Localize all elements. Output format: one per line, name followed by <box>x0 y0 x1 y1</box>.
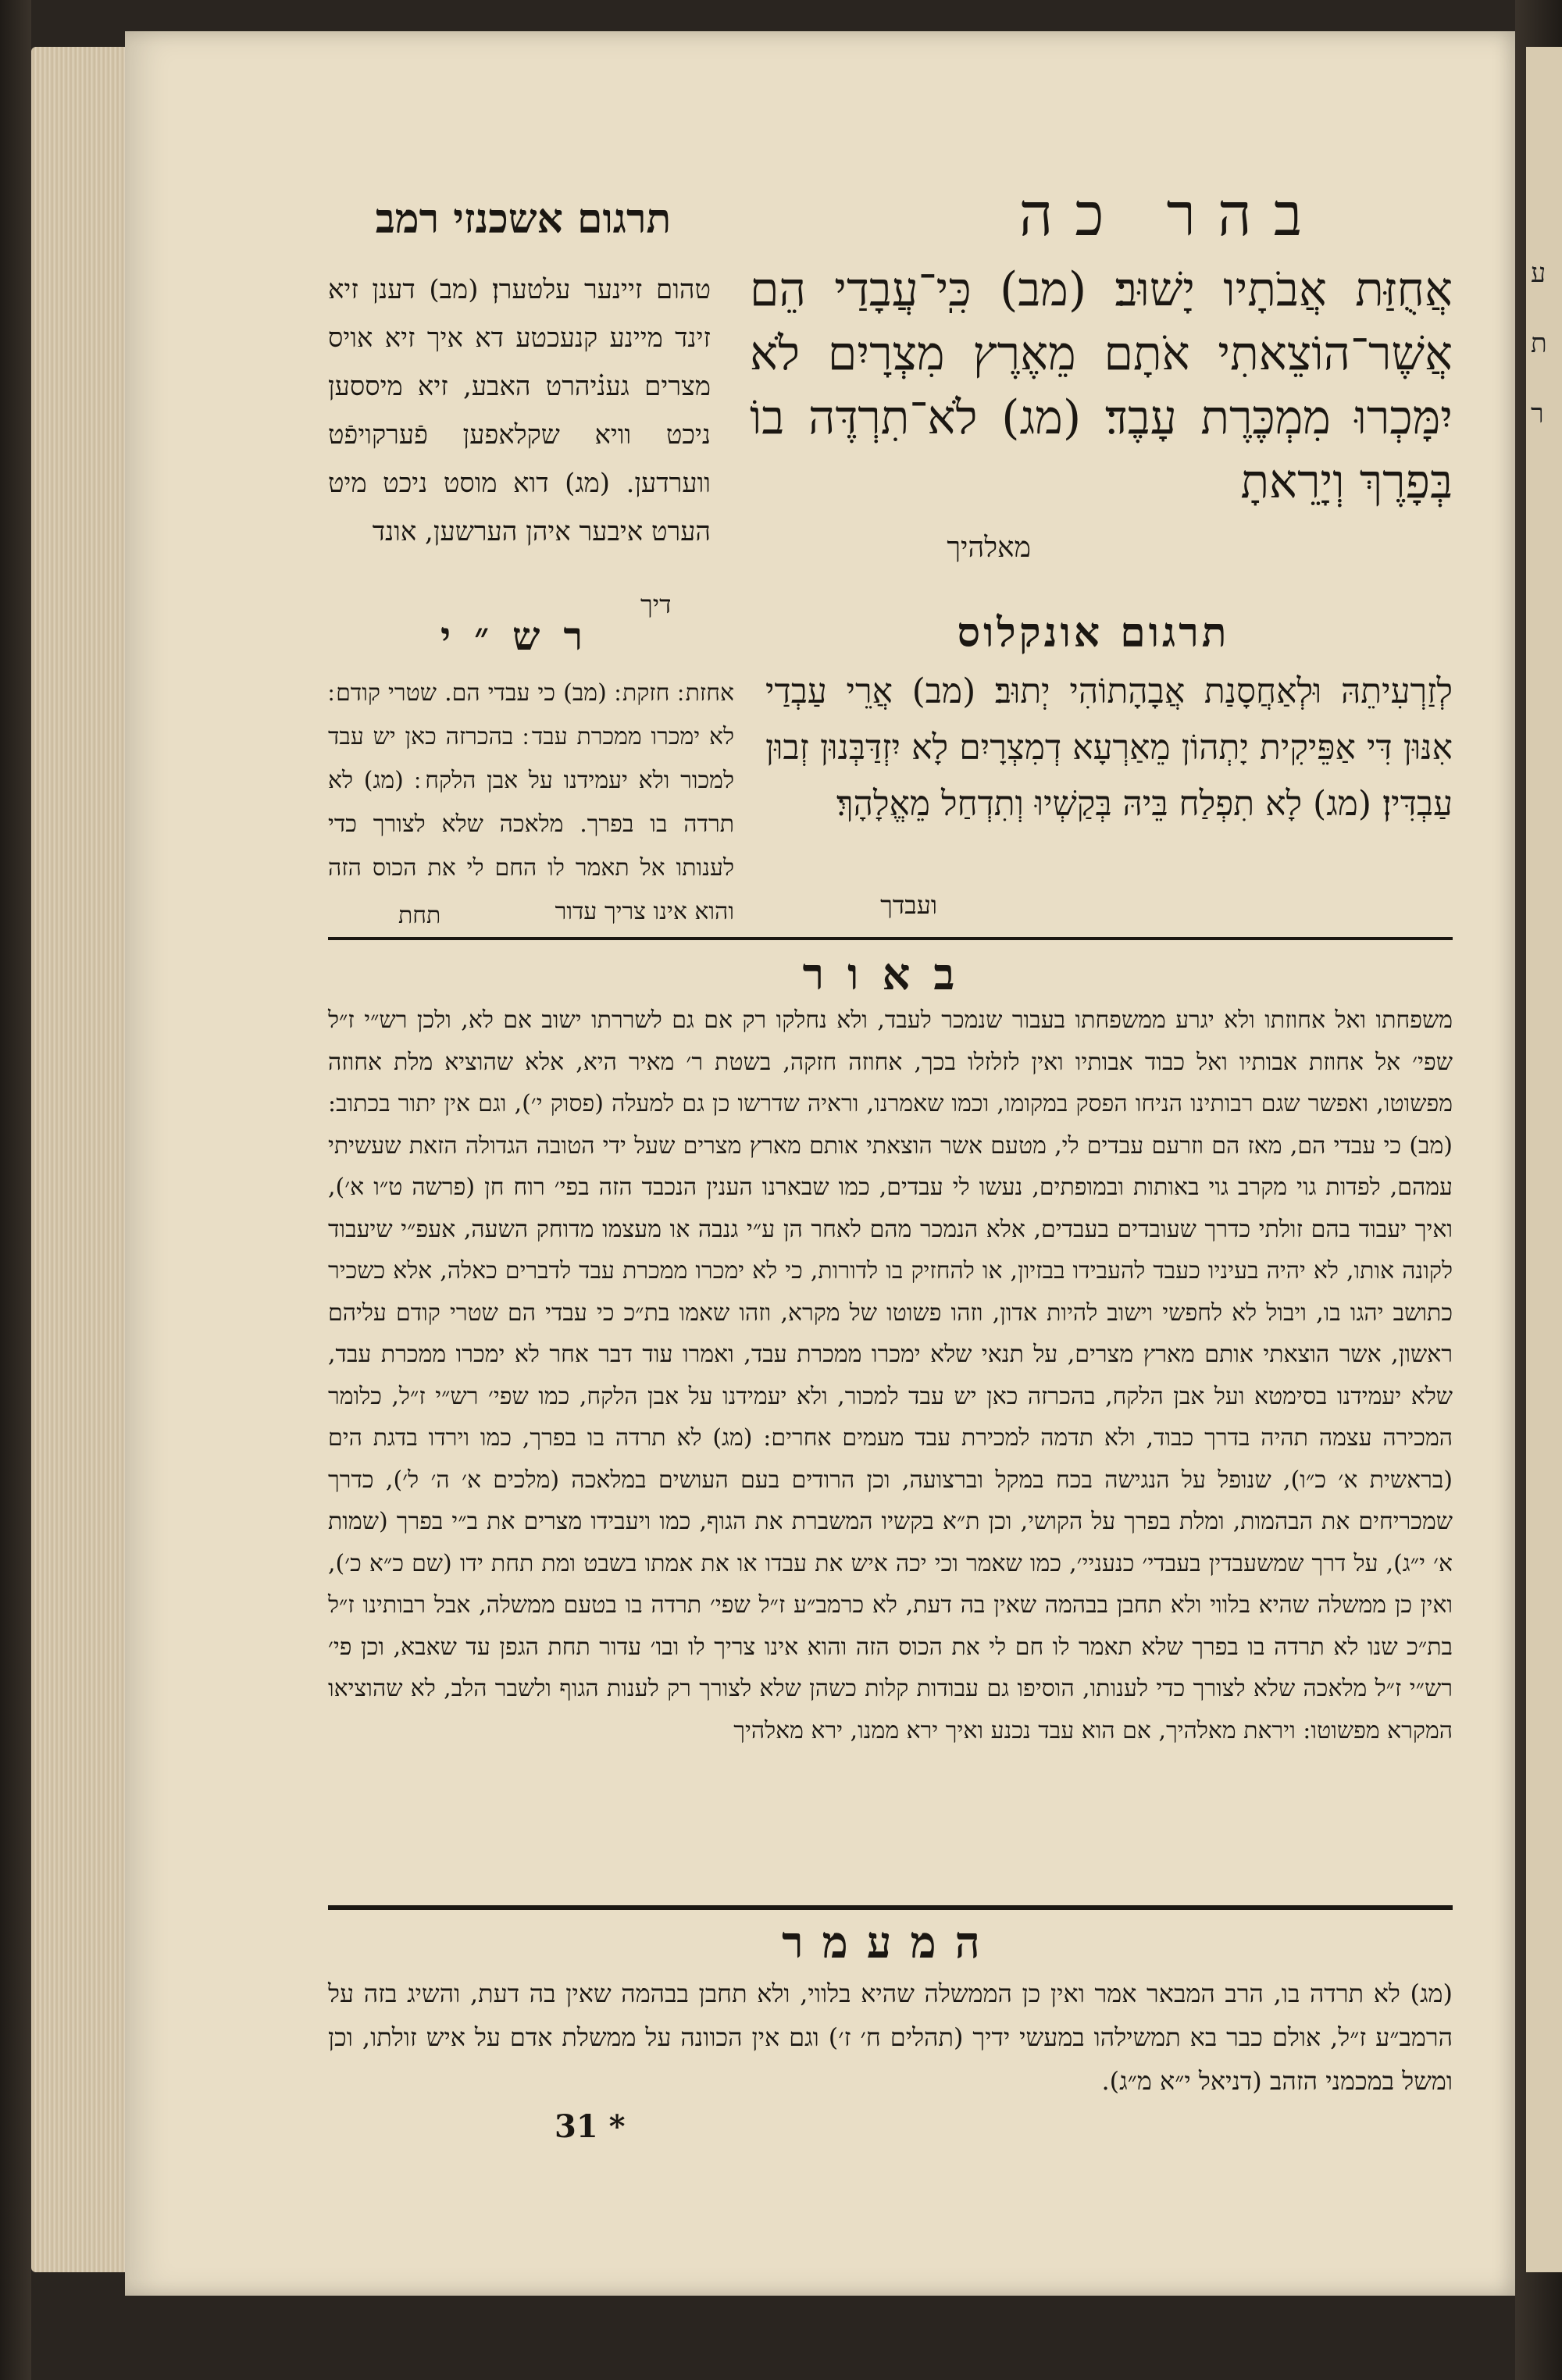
page-edges <box>31 47 133 2272</box>
section-divider <box>328 937 1453 940</box>
page-content <box>328 180 1453 2288</box>
meamar-commentary-text: (מג) לא תרדה בו, הרב המבאר אמר ואין כן הממשלה שהיא בלווי, ולא תחבן בבהמה שאין בה דעת, והשיג בזה על הרמב״ע ז״ל, אולם כבר בא תמשילהו במעשי ידיך (תהלים ח׳ ז׳) וגם אין הכוונה על ממשלת אדם על איש זולתו, וכן ומשל במכמני הזהב (דניאל י״א מ״ג). <box>328 1979 1453 2096</box>
verse-catchword: מאלהיך <box>947 532 1031 564</box>
biur-title: באור <box>802 949 979 1000</box>
rashi-catchword: תחת <box>398 902 441 929</box>
rashi-text: אחזת ׃ חזקת ׃ (מב) כי עבדי הם. שטרי קודם ׃ לא ימכרו ממכרת עבד ׃ בהכרזה כאן יש עבד למכור ולא יעמידנו על אבן הלקח ׃ (מג) לא תרדה בו בפרך. מלאכה שלא לצורך כדי לענותו אל תאמר לו החם לי את הכוס הזה והוא אינו צריך עדור <box>328 679 734 925</box>
onkelos-catchword: ועבדך <box>880 890 937 920</box>
onkelos-title: תרגום אונקלוס <box>957 609 1230 657</box>
book-spine-left <box>0 0 31 2380</box>
meamar-title: המעמר <box>782 1917 999 1968</box>
section-divider <box>328 1905 1453 1910</box>
rashi-title: רש״י <box>440 613 607 659</box>
facing-page-fragment: ת <box>1531 328 1547 359</box>
page-signature: 31 * <box>555 2108 626 2145</box>
onkelos-text: לְזַרְעִיתֵהּ וּלְאַחֲסָנַת אֲבָהָתוֹהִי יְתוּב׃ (מב) אֲרֵי עַבְדַי אִנּוּן דִּי אַפֵּיקִית יָתְהוֹן מֵאַרְעָא דְמִצְרָיִם לָא יִזְדַּבְּנוּן זְבוּן עַבְדִּין׃ (מג) לָא תִפְלַח בֵּיהּ בְּקַשְׁיוּ וְתִדְחַל מֵאֱלָהָךְ׃ <box>765 672 1453 824</box>
torah-verse-text: אֲחֻזַּת אֲבֹתָיו יָשׁוּב׃ (מב) כִּֽי־עֲבָדַי הֵם אֲשֶׁר־הוֹצֵאתִי אֹתָם מֵאֶרֶץ מִצְרָיִם לֹא יִמָּכְרוּ מִמְכֶּרֶת עָבֶד׃ (מג) לֹא־תִרְדֶּה בוֹ בְּפָרֶךְ וְיָרֵאתָ <box>750 262 1453 509</box>
facing-page-edge <box>1515 0 1562 2380</box>
facing-page-sliver <box>1526 47 1562 2272</box>
yiddish-catchword: דיך <box>640 590 672 619</box>
running-head: בהר כה <box>1018 180 1325 249</box>
facing-page-fragment: ר <box>1531 398 1544 429</box>
facing-page-fragment: ע <box>1531 258 1546 289</box>
yiddish-targum-title: תרגום אשכנזי רמב <box>375 195 672 243</box>
yiddish-translation-text: טהום זיינער עלטערן׃ (מב) דענן זיא זינד מיינע קנעכטע דא איך זיא אויס מצרים גענ֗יהרט האבע, זיא מיססען ניכט וויא שקלאפען פֿערקויפֿט ווערדען. (מג) דוא מוסט ניכט מיט הערט איבער איהן הערשען, אונד <box>328 274 711 547</box>
biur-commentary-text: משפחתו ואל אחוזתו ולא יגרע ממשפחתו בעבור שנמכר לעבד, ולא נחלקו רק אם גם לשררתו ישוב אם לא, ולכן רש״י ז״ל שפי׳ אל אחוזת אבותיו ואל כבוד אבותיו ואין לזלזלו בכך, אחוזה חזקה, בשטת ר׳ מאיר היא, אלא שהוציא מלת אחוזה מפשוטו, ואפשר שגם רבותינו הניחו הפסק במקומו, וכמו שאמרנו, וראיה שדרשו כן גם למעלה (פסוק י׳), וגם אין יתור בכתוב: (מב) כי עבדי הם, מאז הם וזרעם עבדים לי, מטעם אשר הוצאתי אותם מארץ מצרים שעל ידי הטובה הגדולה הזאת שעשיתי עמהם, לפדות גוי מקרב גוי באותות ובמופתים, נעשו לי עבדים, כמו שבארנו הענין הנכבד הזה בפי׳ רוח חן (פרשה ט״ו א׳), ואיך יעבוד בהם זולתי כדרך שעובדים בעבדים, אלא הנמכר מהם לאחר הן ע״י גנבה או מעצמו מדוחק השעה, אעפ״י שיעבוד לקונה אותו, לא יהיה בעיניו כעבד להעבידו בבזיון, או להחזיק בו לדורות, כי לא ימכרו ממכרת עבד לדברים כאלה, אלא כשכיר כתושב יהגו בו, ויבול לא לחפשי וישוב להיות אדון, וזהו פשוטו של מקרא, וזהו שאמו בת״כ כי עבדי הם שטרי קודם עליהם ראשון, אשר הוצאתי אותם מארץ מצרים, על תנאי שלא ימכרו ממכרת עבד, ואמרו עוד דבר אחר לא ימכרו ממכרת עבד, שלא יעמידנו בסימטא ועל אבן הלקח, בהכרזה כאן יש עבד למכור, ולא יעמידנו על אבן הלקח, כמו שפי׳ רש״י ז״ל, כלומר המכירה עצמה תהיה בדרך כבוד, ולא תדמה למכירת עבד מעמים אחרים: (מג) לא תרדה בו בפרך, כמו וירדו בדגת הים (בראשית א׳ כ״ו), שנופל על הנגישה בכח במקל וברצועה, וכן הרודים בעם העושים במלאכה (מלכים א׳ ה׳ ל׳), כדרך שמכריחים את הבהמות, ומלת בפרך על הקושי, וכן ת״א בקשיו המשברת את הגוף, כמו ויעבידו מצרים את ב״י בפרך (שמות א׳ י״ג), על דרך שמשעבדין בעבדי׳ כנעניי׳, כמו שאמר וכי יכה איש את עבדו או את אמתו בשבט ומת תחת ידו (שם כ״א כ׳), ואין כן ממשלה שהיא בלווי ולא תחבן בבהמה שאין בה דעת, לא כרמב״ע ז״ל שפי׳ תרדה בו בטעם ממשלה, אבל רבותינו ז״ל בת״כ שנו לא תרדה בו בפרך שלא תאמר לו חם לי את הכוס הזה והוא אינו צריך לו ובו׳ עדור תחת הגפן עד שאבא, וכן פי׳ רש״י ז״ל מלאכה שלא לצורך כדי לענותו, הוסיפו גם עבודות קלות כשהן שלא לצורך רק לענות הגוף ולשבר הלב, לא שהוציאו המקרא מפשוטו: ויראת מאלהיך, אם הוא עבד נכנע ואיך ירא ממנו, ירא מאלהיך <box>328 1007 1453 1744</box>
